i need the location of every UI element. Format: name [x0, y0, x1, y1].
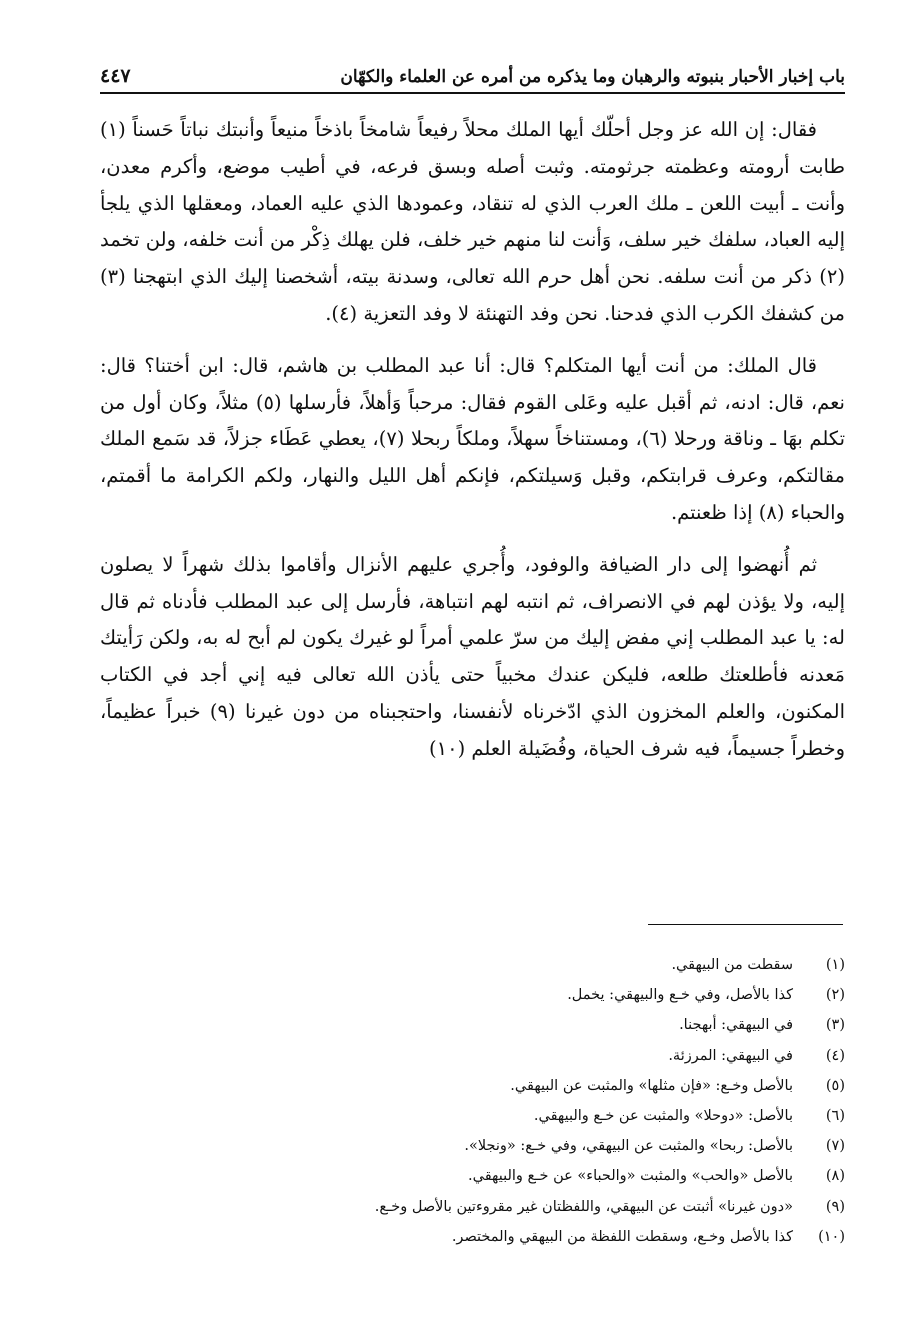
footnote: [100, 1131, 845, 1161]
footnote-text: بالأصل «والحب» والمثبت «والحباء» عن خـع والبيهقي.: [468, 1168, 793, 1185]
footnote: [100, 950, 845, 980]
footnote-number: (٤): [825, 1047, 845, 1064]
footnote-number: (١): [825, 957, 845, 973]
footnote-text: في البيهقي: أبهجنا.: [679, 1017, 793, 1034]
footnote-text: بالأصل وخـع: «فإن مثلها» والمثبت عن البيهقي.: [510, 1077, 793, 1094]
paragraph-3: ثم أُنهضوا إلى دار الضيافة والوفود، وأُجري عليهم الأنزال وأقاموا بذلك شهراً لا يصلون إليه، ولا يؤذن لهم في الانصراف، ثم انتبه لهم انتباهة، فأرسل إلى عبد المطلب فأدناه ثم قال له: يا عبد المطلب إني مفض إليك من سرّ علمي أمراً لو غيرك يكون لم أبح له به، ولكن رَأيتك مَعدنه فأطلعتك طلعه، فليكن عندك مخبياً حتى يأذن الله تعالى فيه إني أجد في الكتاب المكنون، والعلم المخزون الذي ادّخرناه لأنفسنا، واحتجبناه من دون غيرنا (٩) خبراً عظيماً، وخطراً جسيماً، فيه شرف الحياة، وفُضَيلة العلم (١٠): [100, 552, 845, 760]
footnote-text: بالأصل: ربحا» والمثبت عن البيهقي، وفي خـع: «ونجلا».: [464, 1138, 793, 1155]
main-text: [100, 112, 845, 768]
chapter-title: باب إخبار الأحبار بنبوته والرهبان وما يذكره من أمره عن العلماء والكهّان: [340, 67, 845, 87]
footnote: [100, 980, 845, 1010]
footnote: [100, 1041, 845, 1071]
footnote: [100, 1101, 845, 1131]
paragraph-1: فقال: إن الله عز وجل أحلّك أيها الملك محلاً رفيعاً شامخاً باذخاً منيعاً وأنبتك نباتاً حَسناً (١) طابت أرومته وعظمته جرثومته. وثبت أصله وبسق فرعه، في أطيب موضع، وأكرم معدن، وأنت ـ أبيت اللعن ـ ملك العرب الذي له تنقاد، وعمودها الذي عليه العماد، ومعقلها الذي يلجأ إليه العباد، سلفك خير سلف، وَأنت لنا منهم خير خلف، فلن يهلك ذِكْر من أنت خلفه، ولن تخمد (٢) ذكر من أنت سلفه. نحن أهل حرم الله تعالى، وسدنة بيته، أشخصنا إليك الذي ابتهجنا (٣) من كشفك الكرب الذي فدحنا. نحن وفد التهنئة لا وفد التعزية (٤).: [100, 118, 845, 325]
footnote-text: كذا بالأصل وخـع، وسقطت اللفظة من البيهقي والمختصر.: [451, 1228, 793, 1245]
footnote-number: (٥): [825, 1077, 845, 1094]
paragraph-2: قال الملك: من أنت أيها المتكلم؟ قال: أنا عبد المطلب بن هاشم، قال: ابن أختنا؟ قال: نعم، قال: ادنه، ثم أقبل عليه وعَلى القوم فقال: مرحباً وَأهلاً، فأرسلها (٥) مثلاً، وكان أول من تكلم بهَا ـ وناقة ورحلا (٦)، ومستناخاً سهلاً، وملكاً ربحلا (٧)، يعطي عَطَاء جزلاً، قد سَمع الملك مقالتكم، وعرف قرابتكم، وقبل وَسيلتكم، فإنكم أهل الليل والنهار، ولكم الكرامة ما أقمتم، والحباء (٨) إذا ظعنتم.: [100, 353, 846, 524]
footnote-text: كذا بالأصل، وفي خـع والبيهقي: يخمل.: [567, 987, 793, 1004]
running-header: [100, 58, 845, 94]
footnote: [100, 1161, 845, 1191]
footnote-text: في البيهقي: المرزئة.: [668, 1047, 793, 1064]
footnote-number: (٧): [825, 1138, 845, 1155]
footnote-number: (٩): [825, 1198, 845, 1215]
page-number: ٤٤٧: [100, 65, 131, 87]
footnote-number: (٦): [825, 1108, 845, 1125]
footnote-text: «دون غيرنا» أثبتت عن البيهقي، واللفظتان غير مقروءتين بالأصل وخـع.: [374, 1198, 793, 1215]
footnote-number: (١٠): [818, 1228, 845, 1245]
footnotes: [100, 950, 845, 1252]
footnote-number: (٢): [825, 987, 845, 1004]
footnote: [100, 1192, 845, 1222]
footnote-number: (٣): [825, 1017, 845, 1034]
footnote: [100, 1071, 845, 1101]
footnote: [100, 1010, 845, 1040]
footnote-text: بالأصل: «دوحلا» والمثبت عن خـع والبيهقي.: [533, 1108, 793, 1125]
footnote-text: سقطت من البيهقي.: [671, 957, 793, 973]
footnote-number: (٨): [825, 1168, 845, 1185]
footnote: [100, 1222, 845, 1252]
footnote-separator: [648, 924, 843, 925]
